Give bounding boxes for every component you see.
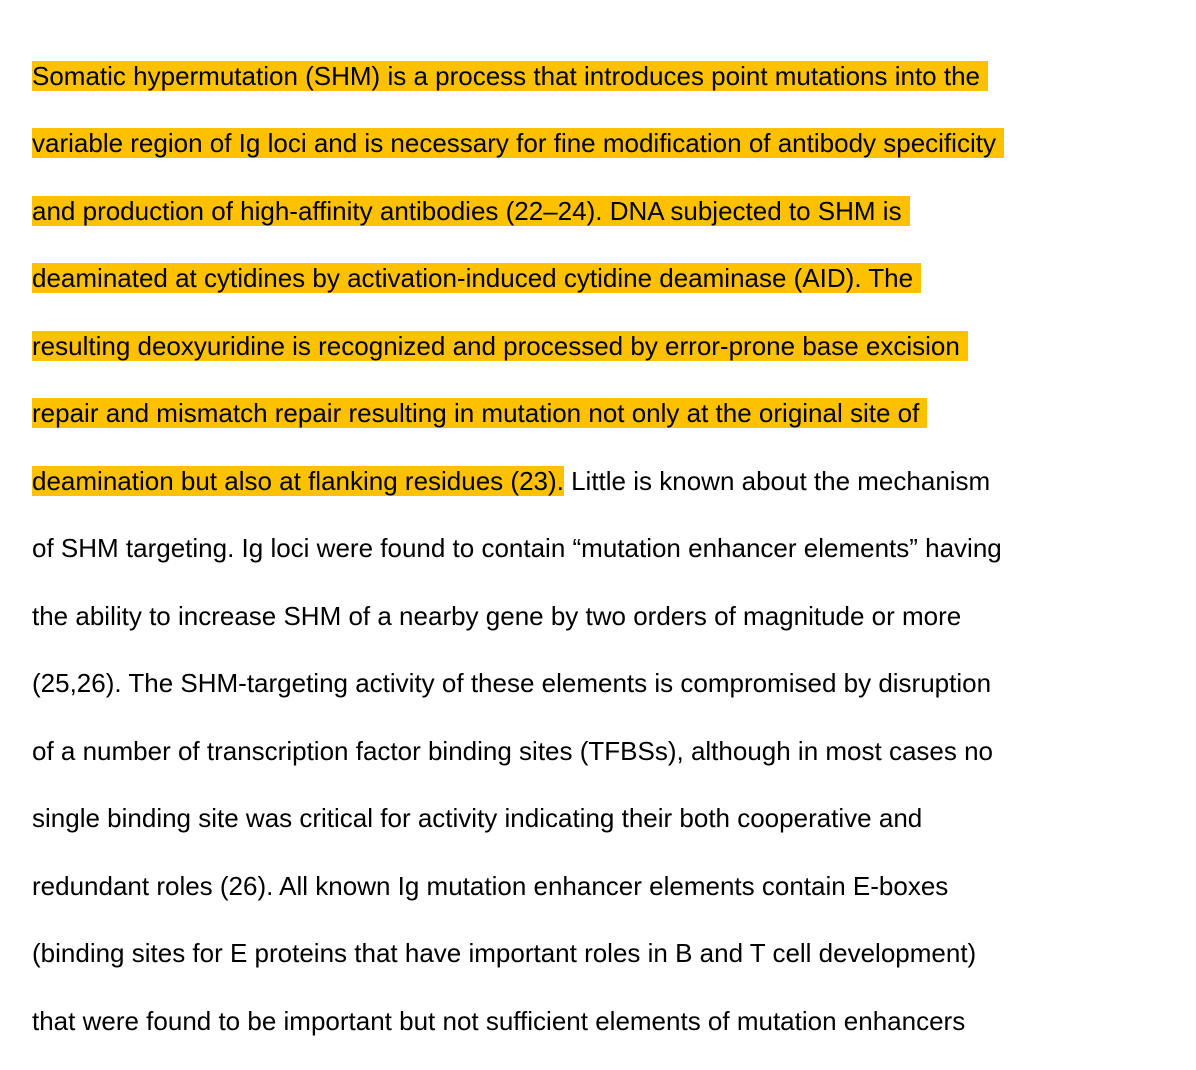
highlighted-text: and production of high-affinity antibodies (22–24). DNA subjected to SHM is xyxy=(32,196,910,226)
text-line-10 xyxy=(32,665,991,701)
text-line-4 xyxy=(32,260,921,296)
text-line-15 xyxy=(32,1003,965,1039)
text-line-13 xyxy=(32,868,948,904)
plain-text: (25,26). The SHM-targeting activity of these elements is compromised by disruption xyxy=(32,668,992,698)
highlighted-text: repair and mismatch repair resulting in mutation not only at the original site of xyxy=(32,398,927,428)
plain-text: the ability to increase SHM of a nearby gene by two orders of magnitude or more xyxy=(32,601,962,631)
plain-text: redundant roles (26). All known Ig mutation enhancer elements contain E-boxes xyxy=(32,871,949,901)
text-line-9 xyxy=(32,598,961,634)
highlighted-text: deaminated at cytidines by activation-induced cytidine deaminase (AID). The xyxy=(32,263,921,293)
plain-text: that were found to be important but not sufficient elements of mutation enhancers xyxy=(32,1006,966,1036)
highlighted-text: deamination but also at flanking residues (23). xyxy=(32,466,564,496)
text-line-12 xyxy=(32,800,922,836)
text-line-14 xyxy=(32,935,976,971)
highlighted-text: variable region of Ig loci and is necessary for fine modification of antibody specificity xyxy=(32,128,1004,158)
highlighted-text: Somatic hypermutation (SHM) is a process that introduces point mutations into the xyxy=(32,61,988,91)
text-line-2 xyxy=(32,125,1004,161)
highlighted-text: resulting deoxyuridine is recognized and processed by error-prone base excision xyxy=(32,331,968,361)
plain-text: (binding sites for E proteins that have important roles in B and T cell development) xyxy=(32,938,977,968)
text-line-6 xyxy=(32,395,927,431)
plain-text: of SHM targeting. Ig loci were found to contain “mutation enhancer elements” having xyxy=(32,533,1002,563)
plain-text: single binding site was critical for activity indicating their both cooperative and xyxy=(32,803,923,833)
text-line-5 xyxy=(32,328,968,364)
text-line-7 xyxy=(32,463,990,499)
text-line-8 xyxy=(32,530,1002,566)
plain-text: of a number of transcription factor binding sites (TFBSs), although in most cases no xyxy=(32,736,994,766)
text-line-3 xyxy=(32,193,910,229)
text-line-11 xyxy=(32,733,993,769)
text-line-1 xyxy=(32,58,988,94)
plain-text: Little is known about the mechanism xyxy=(563,466,991,496)
